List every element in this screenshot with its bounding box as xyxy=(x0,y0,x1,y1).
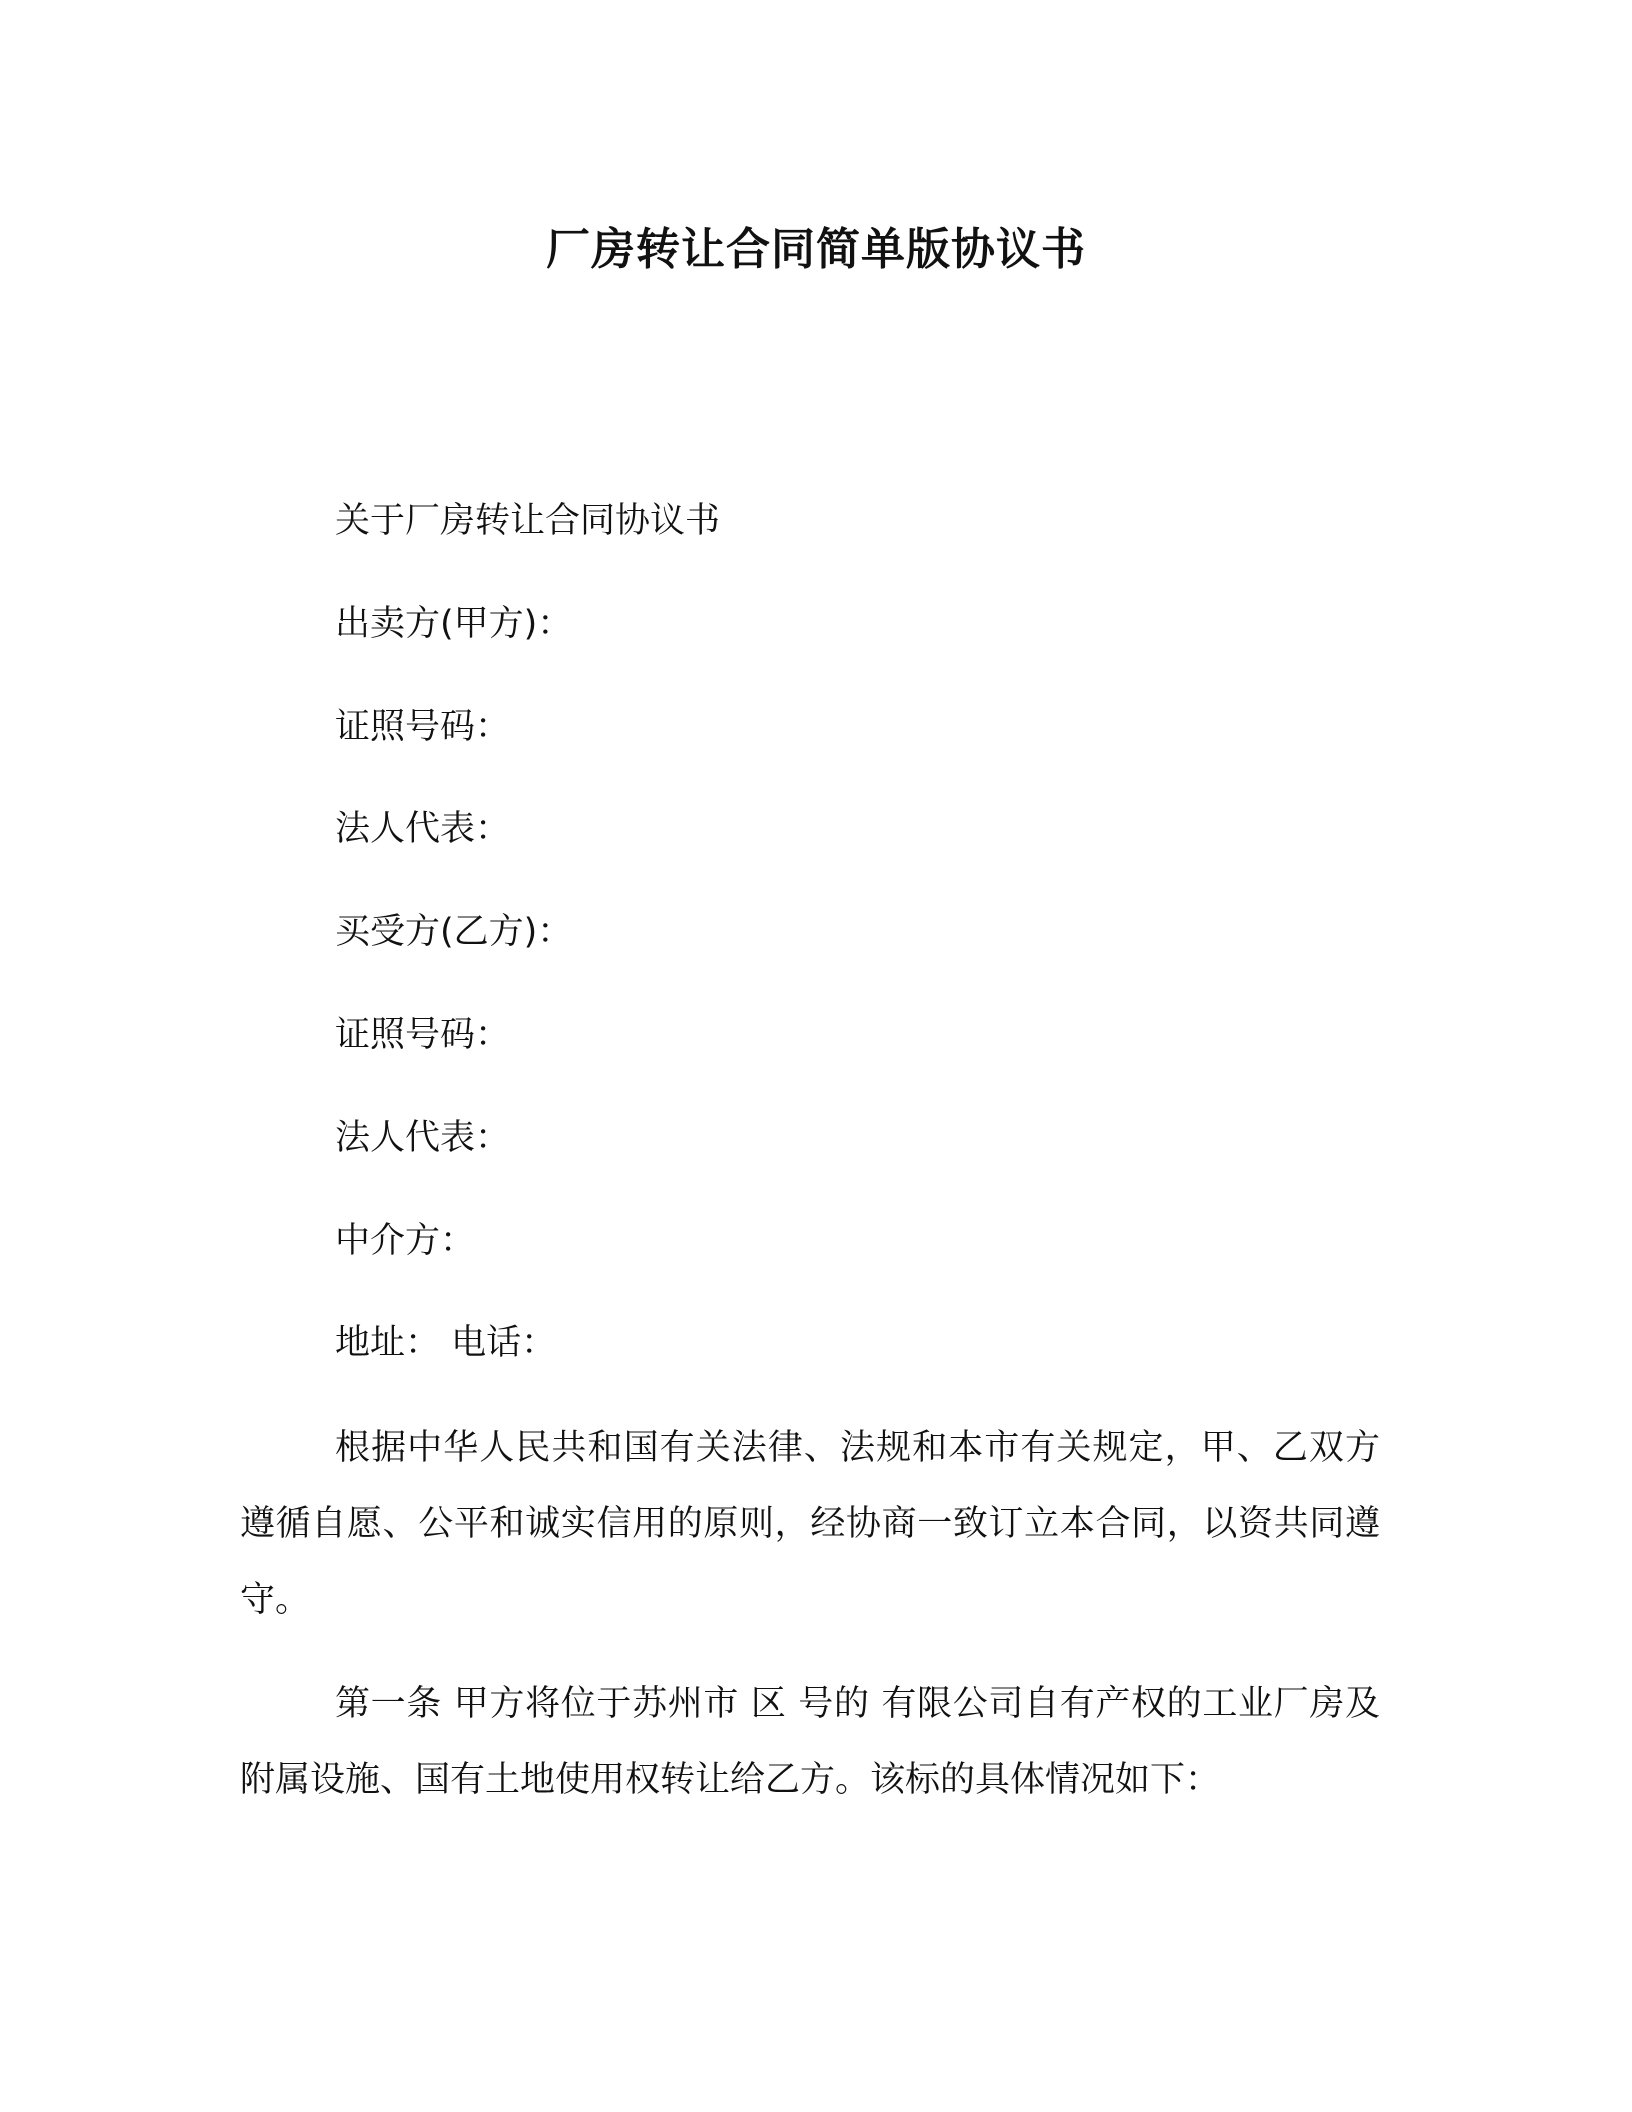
paragraph-preamble: 根据中华人民共和国有关法律、法规和本市有关规定，甲、乙双方遵循自愿、公平和诚实信用的原则，经协商一致订立本合同，以资共同遵守。 xyxy=(240,1428,1380,1620)
agent-line: 中介方： xyxy=(335,1221,476,1261)
buyer-legal-rep-line: 法人代表： xyxy=(335,1118,511,1158)
document-title: 厂房转让合同简单版协议书 xyxy=(546,224,1086,275)
buyer-line: 买受方(乙方)： xyxy=(335,912,573,952)
seller-license-line: 证照号码： xyxy=(335,707,511,747)
subtitle-line: 关于厂房转让合同协议书 xyxy=(335,501,721,541)
paragraph-article-1: 第一条 甲方将位于苏州市 区 号的 有限公司自有产权的工业厂房及附属设施、国有土地使用权转让给乙方。该标的具体情况如下： xyxy=(240,1684,1380,1800)
seller-line: 出卖方(甲方)： xyxy=(335,604,573,644)
buyer-license-line: 证照号码： xyxy=(335,1015,511,1055)
address-phone-line: 地址： 电话： xyxy=(335,1323,557,1363)
seller-legal-rep-line: 法人代表： xyxy=(335,809,511,849)
